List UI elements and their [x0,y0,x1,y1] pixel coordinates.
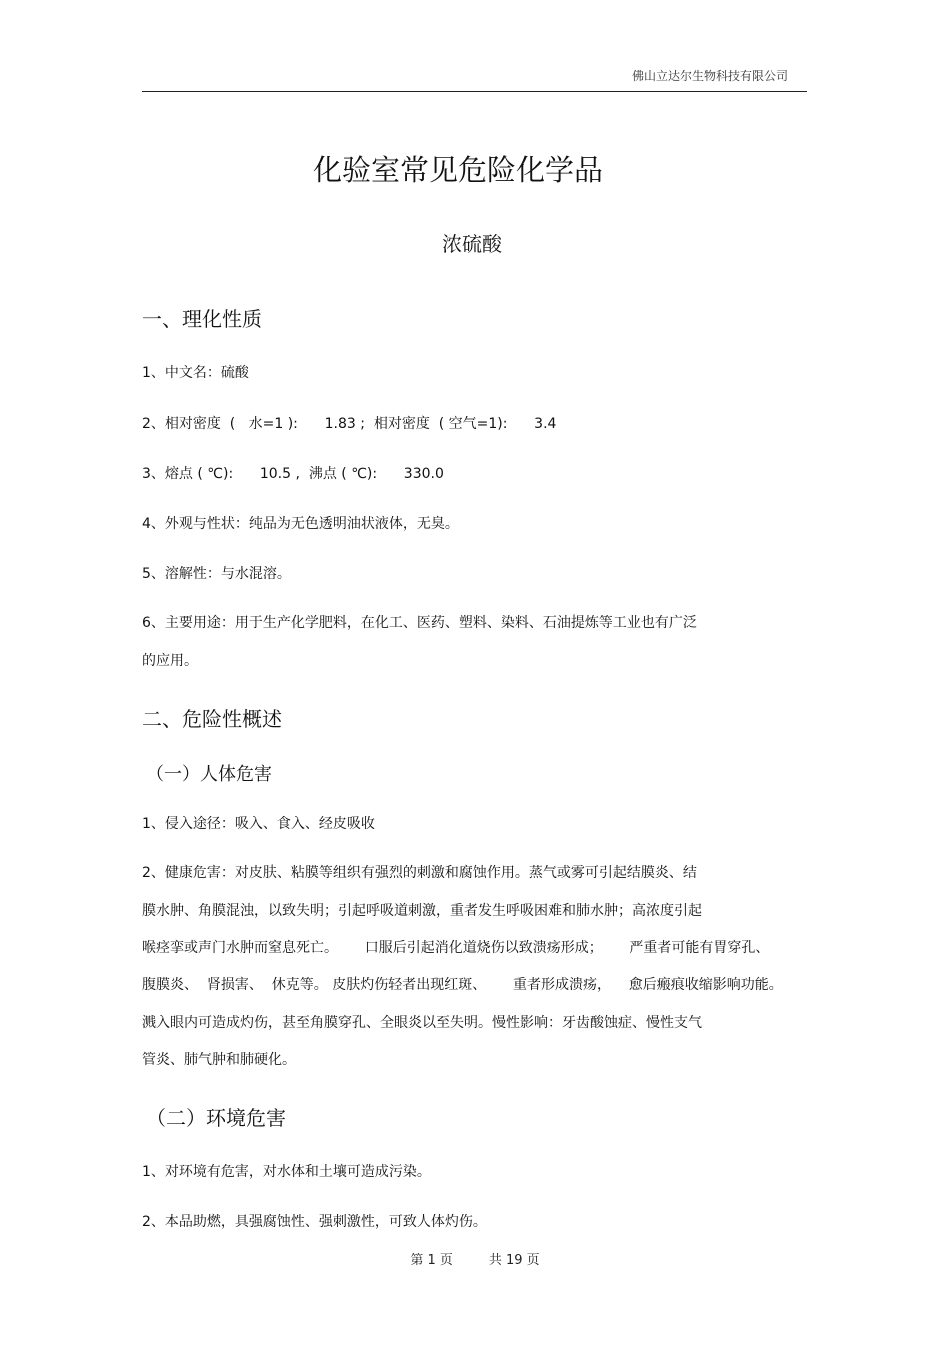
document-title: 化验室常见危险化学品 [312,153,603,187]
property-item-continuation: 的应用。 [142,653,198,669]
hazard-item-line: 喉痉挛或声门水肿而窒息死亡。 口服后引起消化道烧伤以致溃疡形成； 严重者可能有胃穿孔、 [142,940,770,956]
property-item: 6、主要用途：用于生产化学肥料，在化工、医药、塑料、染料、石油提炼等工业也有广泛 [142,615,697,631]
hazard-item: 1、侵入途径：吸入、食入、经皮吸收 [142,816,375,832]
document-subtitle: 浓硫酸 [442,232,502,256]
section-heading-hazards: 二、危险性概述 [142,707,282,731]
header-divider [142,91,807,92]
hazard-item-line: 管炎、肺气肿和肺硬化。 [142,1052,296,1068]
header-company-name: 佛山立达尔生物科技有限公司 [631,69,788,83]
property-item: 4、外观与性状：纯品为无色透明油状液体，无臭。 [142,516,459,532]
page-footer [0,1249,950,1268]
hazard-item-line: 溅入眼内可造成灼伤，甚至角膜穿孔、全眼炎以至失明。慢性影响：牙齿酸蚀症、慢性支气 [142,1015,702,1031]
page-total: 共 19 页 [488,1253,540,1268]
subsection-heading-human: （一）人体危害 [146,764,272,785]
subsection-heading-environment: （二）环境危害 [146,1106,286,1130]
property-item: 5、溶解性：与水混溶。 [142,566,291,582]
hazard-item-line: 腹膜炎、 肾损害、 休克等。 皮肤灼伤轻者出现红斑、 重者形成溃疡， 愈后瘢痕收缩影响功能。 [142,977,783,993]
hazard-item-line: 膜水肿、角膜混浊，以致失明；引起呼吸道刺激，重者发生呼吸困难和肺水肿；高浓度引起 [142,903,702,919]
page-number: 第 1 页 [410,1253,453,1268]
environment-item: 1、对环境有危害，对水体和土壤可造成污染。 [142,1164,431,1180]
property-item: 1、中文名：硫酸 [142,365,249,381]
environment-item: 2、本品助燃，具强腐蚀性、强刺激性，可致人体灼伤。 [142,1214,487,1230]
property-item: 3、熔点 ( ℃): 10.5 , 沸点 ( ℃): 330.0 [142,466,444,482]
section-heading-properties: 一、理化性质 [142,307,262,331]
hazard-item: 2、健康危害：对皮肤、粘膜等组织有强烈的刺激和腐蚀作用。蒸气或雾可引起结膜炎、结 [142,865,697,881]
property-item: 2、相对密度 ( 水=1 ): 1.83 ; 相对密度 ( 空气=1): 3.4 [142,416,557,432]
